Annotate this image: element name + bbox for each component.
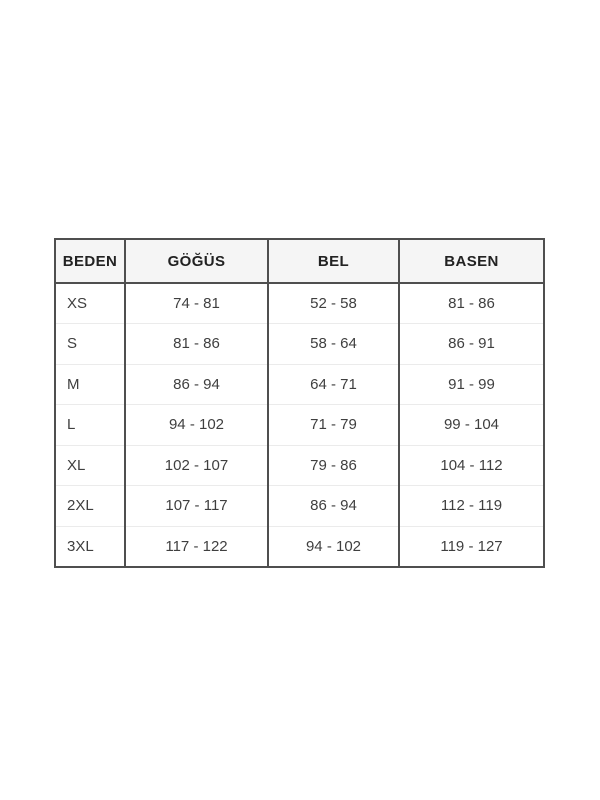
size-chart-body [55, 283, 544, 567]
cell-chest: 102 - 107 [125, 445, 268, 486]
cell-chest: 86 - 94 [125, 364, 268, 405]
cell-hip: 119 - 127 [399, 526, 544, 567]
table-row [55, 283, 544, 324]
table-row [55, 405, 544, 446]
cell-size: S [55, 324, 125, 365]
table-row [55, 324, 544, 365]
cell-hip: 112 - 119 [399, 486, 544, 527]
cell-hip: 91 - 99 [399, 364, 544, 405]
cell-hip: 104 - 112 [399, 445, 544, 486]
cell-hip: 99 - 104 [399, 405, 544, 446]
table-row [55, 486, 544, 527]
size-chart-header [55, 239, 544, 283]
cell-chest: 117 - 122 [125, 526, 268, 567]
cell-size: L [55, 405, 125, 446]
cell-size: 2XL [55, 486, 125, 527]
cell-size: M [55, 364, 125, 405]
cell-waist: 79 - 86 [268, 445, 399, 486]
cell-chest: 74 - 81 [125, 283, 268, 324]
cell-waist: 86 - 94 [268, 486, 399, 527]
table-row [55, 364, 544, 405]
cell-hip: 86 - 91 [399, 324, 544, 365]
cell-chest: 81 - 86 [125, 324, 268, 365]
table-row [55, 526, 544, 567]
cell-hip: 81 - 86 [399, 283, 544, 324]
size-chart-table [54, 238, 545, 568]
column-header-gogus: GÖĞÜS [125, 239, 268, 283]
cell-waist: 64 - 71 [268, 364, 399, 405]
cell-chest: 94 - 102 [125, 405, 268, 446]
cell-size: 3XL [55, 526, 125, 567]
column-header-bel: BEL [268, 239, 399, 283]
header-row [55, 239, 544, 283]
cell-waist: 58 - 64 [268, 324, 399, 365]
cell-chest: 107 - 117 [125, 486, 268, 527]
cell-size: XL [55, 445, 125, 486]
cell-waist: 94 - 102 [268, 526, 399, 567]
cell-size: XS [67, 295, 88, 312]
column-header-basen: BASEN [399, 239, 544, 283]
column-header-beden: BEDEN [55, 239, 125, 283]
cell-waist: 71 - 79 [268, 405, 399, 446]
cell-waist: 52 - 58 [268, 283, 399, 324]
size-chart-container [54, 238, 545, 568]
table-row [55, 445, 544, 486]
